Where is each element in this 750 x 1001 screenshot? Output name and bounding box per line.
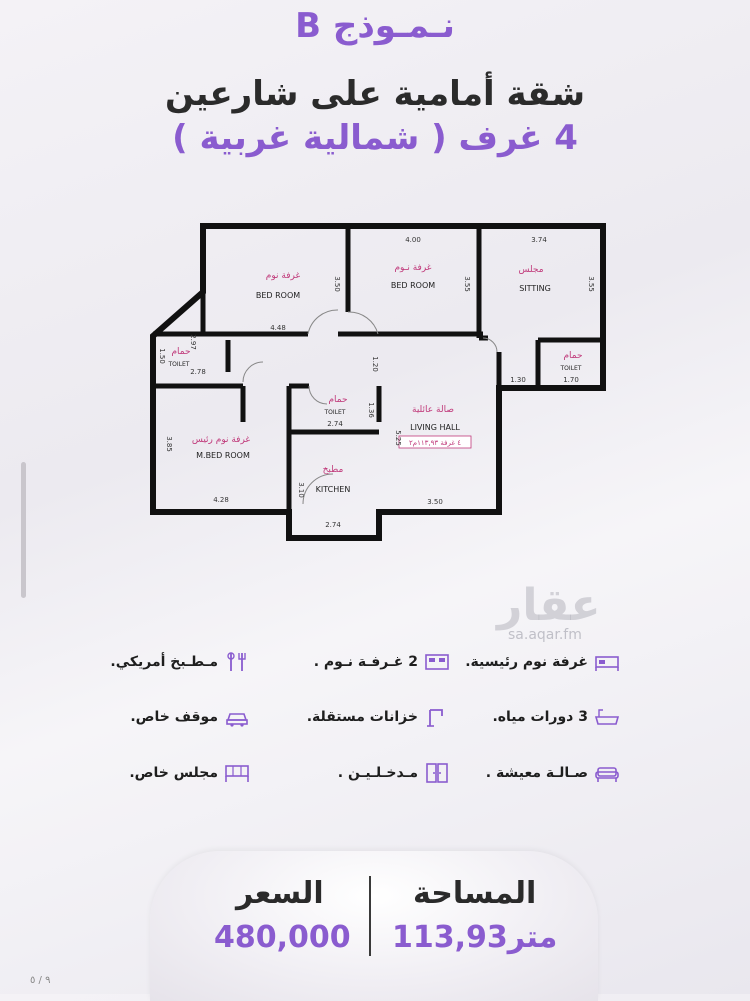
car-icon	[224, 706, 250, 728]
plan-mbed-en: M.BED ROOM	[196, 451, 250, 460]
summary-divider	[369, 876, 371, 956]
feature-item: مجلس خاص.	[129, 762, 250, 784]
kitchen-icon	[224, 651, 250, 673]
plan-living-en: LIVING HALL	[410, 423, 460, 432]
dim-label: 3.10	[297, 482, 305, 498]
plan-toilet3-ar: حمام	[563, 351, 583, 361]
plan-toilet1-en: TOILET	[168, 361, 190, 368]
plan-toilet2-ar: حمام	[328, 395, 348, 405]
feature-item: خزانات مستقلة.	[307, 706, 450, 728]
feature-item: 2 غـرفـة نـوم .	[314, 651, 450, 673]
feature-item: غرفة نوم رئيسية.	[465, 651, 620, 673]
plan-toilet1-ar: حمام	[171, 347, 191, 357]
page-subtitle-rooms: 4 غرف ( شمالية غربية )	[172, 118, 578, 158]
page-title: نـمـوذج B	[295, 6, 455, 46]
dim-label: 3.85	[165, 436, 173, 452]
doors-icon	[424, 762, 450, 784]
area-label: المساحة	[413, 876, 537, 911]
dim-label: 3.50	[333, 276, 341, 292]
plan-bed1-en: BED ROOM	[255, 291, 301, 300]
plan-bed2-en: BED ROOM	[390, 281, 436, 290]
price-value: 480,000	[214, 920, 351, 955]
watermark-url: sa.aqar.fm	[508, 627, 582, 643]
plan-toilet2-en: TOILET	[324, 409, 346, 416]
plan-kitchen-en: KITCHEN	[315, 485, 351, 494]
scrollbar[interactable]	[21, 462, 26, 598]
dim-label: 3.74	[531, 236, 547, 244]
bed-icon	[594, 651, 620, 673]
dim-label: 1.20	[371, 356, 379, 372]
plan-living-ar: صالة عائلية	[412, 405, 454, 415]
dim-label: 3.55	[463, 276, 471, 292]
floor-plan	[143, 222, 613, 544]
faucet-icon	[424, 706, 450, 728]
dim-label: 3.50	[427, 498, 443, 506]
feature-item: مـطـبخ أمريكي.	[110, 651, 250, 673]
dim-label: 2.97	[189, 334, 197, 350]
feature-item: صـالـة معيشة .	[486, 762, 620, 784]
price-label: السعر	[236, 876, 324, 911]
dim-label: 3.55	[587, 276, 595, 292]
page-subtitle: شقة أمامية على شارعين	[164, 74, 586, 114]
dim-label: 1.36	[367, 402, 375, 418]
dim-label: 1.30	[510, 376, 526, 384]
feature-item: 3 دورات مياه.	[492, 706, 620, 728]
feature-item: موقف خاص.	[130, 706, 250, 728]
plan-sitting-en: SITTING	[519, 284, 551, 293]
plan-bed2-ar: غرفة نـوم	[394, 263, 432, 273]
dim-label: 2.74	[327, 420, 343, 428]
dim-label: 2.74	[325, 521, 341, 529]
watermark-logo: عقار	[497, 580, 601, 631]
dim-label: 1.50	[158, 348, 166, 364]
plan-kitchen-ar: مطبخ	[322, 465, 344, 475]
majlis-icon	[224, 762, 250, 784]
plan-area-tag: ٤ غرفة ١١٣,٩٣م٢	[409, 439, 461, 447]
dim-label: 4.48	[270, 324, 286, 332]
dim-label: 1.70	[563, 376, 579, 384]
dim-label: 2.78	[190, 368, 206, 376]
plan-toilet3-en: TOILET	[560, 365, 582, 372]
plan-mbed-ar: غرفة نوم رئيس	[191, 435, 251, 445]
dim-label: 4.00	[405, 236, 421, 244]
dim-label: 5.25	[394, 430, 402, 446]
plan-sitting-ar: مجلس	[518, 265, 544, 275]
area-value: 113,93متر	[392, 920, 558, 955]
dim-label: 4.28	[213, 496, 229, 504]
plan-bed1-ar: غرفة نوم	[265, 271, 301, 281]
page-number: ٩ / ٥	[30, 975, 51, 986]
double-bed-icon	[424, 651, 450, 673]
bathtub-icon	[594, 706, 620, 728]
feature-item: مـدخـلـيـن .	[338, 762, 450, 784]
sofa-icon	[594, 762, 620, 784]
